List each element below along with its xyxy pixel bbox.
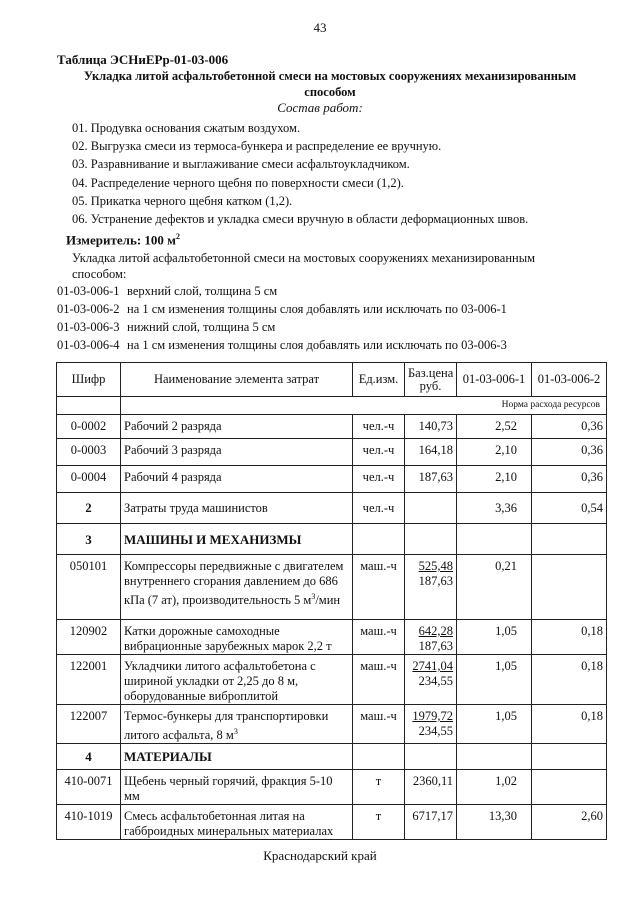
cell-unit: т bbox=[353, 770, 405, 805]
cell-code: 122001 bbox=[57, 655, 121, 705]
cell-value-2: 2,60 bbox=[532, 805, 607, 840]
meter-label: Измеритель: 100 $м^2$ bbox=[66, 232, 181, 248]
cell-code: 2 bbox=[57, 493, 121, 524]
table-row bbox=[57, 705, 607, 744]
cell-value-2: 0,18 bbox=[532, 655, 607, 705]
cell-price: 164,18 bbox=[405, 439, 457, 466]
operation-item: 06. Устранение дефектов и укладка смеси вручную в области деформационных швов. bbox=[72, 212, 529, 226]
section-row-materials bbox=[57, 744, 607, 770]
cell-name: Смесь асфальтобетонная литая на габброидных минеральных материалах bbox=[121, 805, 353, 840]
cell-value-1: 1,05 bbox=[457, 705, 532, 744]
cell-unit: чел.-ч bbox=[353, 493, 405, 524]
header-col-1: 01-03-006-1 bbox=[457, 363, 532, 397]
variant-row bbox=[57, 302, 507, 317]
cell-value-1: 3,36 bbox=[457, 493, 532, 524]
cell-price: 525,48 187,63 bbox=[405, 555, 457, 620]
section-title: МАШИНЫ И МЕХАНИЗМЫ bbox=[121, 524, 353, 555]
meter-description: Укладка литой асфальтобетонной смеси на мостовых сооружениях механизированным способом: bbox=[72, 251, 536, 281]
table-row bbox=[57, 655, 607, 705]
table-header-row bbox=[57, 363, 607, 397]
cell-price: 642,28 187,63 bbox=[405, 620, 457, 655]
cell-code: 410-0071 bbox=[57, 770, 121, 805]
cell-code: 120902 bbox=[57, 620, 121, 655]
variant-text: на 1 см изменения толщины слоя добавлять или исключать по 03-006-1 bbox=[127, 302, 507, 316]
cell-value-2 bbox=[532, 770, 607, 805]
operation-item: 05. Прикатка черного щебня катком (1,2). bbox=[72, 194, 293, 208]
table-row bbox=[57, 415, 607, 439]
cell-unit: чел.-ч bbox=[353, 415, 405, 439]
table-title: Укладка литой асфальтобетонной смеси на мостовых сооружениях механизированным способом bbox=[83, 69, 577, 99]
cell-value-2: 0,36 bbox=[532, 466, 607, 493]
cell-unit: маш.-ч bbox=[353, 555, 405, 620]
table-row bbox=[57, 805, 607, 840]
cell-price: 6717,17 bbox=[405, 805, 457, 840]
cell-name: Компрессоры передвижные с двигателем внутреннего сгорания давлением до 686 кПа (7 ат), производительность 5 $м^3$/мин bbox=[121, 555, 353, 620]
table-row bbox=[57, 770, 607, 805]
section-title: МАТЕРИАЛЫ bbox=[121, 744, 353, 770]
cell-unit: т bbox=[353, 805, 405, 840]
table-row bbox=[57, 555, 607, 620]
section-code: 4 bbox=[57, 744, 121, 770]
cell-code: 0-0003 bbox=[57, 439, 121, 466]
cell-code: 050101 bbox=[57, 555, 121, 620]
composition-title: Состав работ: bbox=[277, 100, 363, 115]
header-name: Наименование элемента затрат bbox=[121, 363, 353, 397]
cell-code: 0-0002 bbox=[57, 415, 121, 439]
operation-item: 02. Выгрузка смеси из термоса-бункера и распределение ее вручную. bbox=[72, 139, 442, 153]
cell-value-2: 0,18 bbox=[532, 620, 607, 655]
cell-name: Щебень черный горячий, фракция 5-10 мм bbox=[121, 770, 353, 805]
cell-value-2: 0,36 bbox=[532, 439, 607, 466]
cell-name: Рабочий 3 разряда bbox=[121, 439, 353, 466]
variant-row bbox=[57, 320, 275, 335]
cell-value-2: 0,36 bbox=[532, 415, 607, 439]
resource-table bbox=[56, 362, 607, 840]
cell-unit: маш.-ч bbox=[353, 620, 405, 655]
cell-price: 140,73 bbox=[405, 415, 457, 439]
cell-value-1: 13,30 bbox=[457, 805, 532, 840]
cell-price: 2360,11 bbox=[405, 770, 457, 805]
cell-value-1: 2,10 bbox=[457, 439, 532, 466]
variant-code: 01-03-006-2 bbox=[57, 302, 120, 316]
page-number: 43 bbox=[313, 20, 327, 35]
cell-unit: маш.-ч bbox=[353, 705, 405, 744]
cell-price: 187,63 bbox=[405, 466, 457, 493]
operation-item: 01. Продувка основания сжатым воздухом. bbox=[72, 121, 301, 135]
cell-name: Затраты труда машинистов bbox=[121, 493, 353, 524]
header-code: Шифр bbox=[57, 363, 121, 397]
cell-code: 0-0004 bbox=[57, 466, 121, 493]
cell-value-2: 0,18 bbox=[532, 705, 607, 744]
cell-value-1: 2,10 bbox=[457, 466, 532, 493]
variant-text: нижний слой, толщина 5 см bbox=[127, 320, 276, 334]
cell-unit: чел.-ч bbox=[353, 466, 405, 493]
cell-value-1: 2,52 bbox=[457, 415, 532, 439]
variant-row bbox=[57, 338, 507, 353]
cell-value-1: 1,05 bbox=[457, 655, 532, 705]
cell-unit: чел.-ч bbox=[353, 439, 405, 466]
section-code: 3 bbox=[57, 524, 121, 555]
cell-value-1: 1,05 bbox=[457, 620, 532, 655]
variant-row bbox=[57, 284, 277, 299]
footer-region: Краснодарский край bbox=[263, 848, 377, 863]
table-row bbox=[57, 439, 607, 466]
operation-item: 03. Разравнивание и выглаживание смеси асфальтоукладчиком. bbox=[72, 157, 410, 171]
norma-label: Норма расхода ресурсов bbox=[121, 397, 607, 415]
table-row bbox=[57, 466, 607, 493]
table-row bbox=[57, 620, 607, 655]
cell-name: Укладчики литого асфальтобетона с шириной укладки от 2,25 до 8 м, оборудованные виброплитой bbox=[121, 655, 353, 705]
cell-code: 410-1019 bbox=[57, 805, 121, 840]
cell-code: 122007 bbox=[57, 705, 121, 744]
cell-unit: маш.-ч bbox=[353, 655, 405, 705]
variant-text: на 1 см изменения толщины слоя добавлять или исключать по 03-006-3 bbox=[127, 338, 507, 352]
section-row-machines bbox=[57, 524, 607, 555]
cell-name: Рабочий 2 разряда bbox=[121, 415, 353, 439]
norma-row bbox=[57, 397, 607, 415]
variant-code: 01-03-006-4 bbox=[57, 338, 120, 352]
cell-price: 1979,72 234,55 bbox=[405, 705, 457, 744]
variant-code: 01-03-006-1 bbox=[57, 284, 120, 298]
cell-value-2 bbox=[532, 555, 607, 620]
cell-value-1: 0,21 bbox=[457, 555, 532, 620]
cell-name: Термос-бункеры для транспортировки литого асфальта, 8 $м^3$ bbox=[121, 705, 353, 744]
variant-text: верхний слой, толщина 5 см bbox=[127, 284, 278, 298]
variant-code: 01-03-006-3 bbox=[57, 320, 120, 334]
cell-name: Катки дорожные самоходные вибрационные зарубежных марок 2,2 т bbox=[121, 620, 353, 655]
header-price: Баз.цена руб. bbox=[405, 363, 457, 397]
cell-value-2: 0,54 bbox=[532, 493, 607, 524]
cell-price: 2741,04 234,55 bbox=[405, 655, 457, 705]
table-row-machinists bbox=[57, 493, 607, 524]
header-unit: Ед.изм. bbox=[353, 363, 405, 397]
header-col-2: 01-03-006-2 bbox=[532, 363, 607, 397]
operation-item: 04. Распределение черного щебня по поверхности смеси (1,2). bbox=[72, 176, 404, 190]
table-code: Таблица ЭСНиЕРр-01-03-006 bbox=[57, 52, 229, 67]
cell-value-1: 1,02 bbox=[457, 770, 532, 805]
cell-name: Рабочий 4 разряда bbox=[121, 466, 353, 493]
